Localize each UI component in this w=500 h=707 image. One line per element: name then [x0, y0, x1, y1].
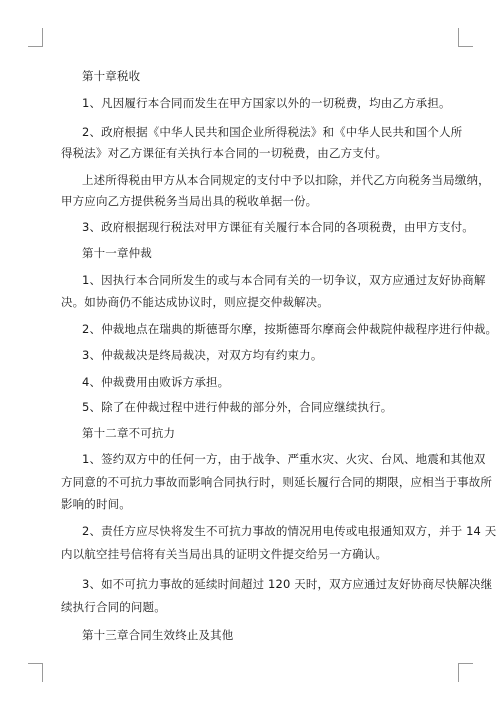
paragraph-line: 内以航空挂号信将有关当局出具的证明文件提交给另一方确认。 [61, 547, 388, 561]
paragraph-line: 甲方应向乙方提供税务当局出具的税收单据一份。 [61, 194, 318, 208]
paragraph-line: 1、因执行本合同所发生的或与本合同有关的一切争议，双方应通过友好协商解 [82, 273, 486, 287]
paragraph-line: 2、责任方应尽快将发生不可抗力事故的情况用电传或电报通知双方，并于 14 天 [82, 524, 497, 538]
paragraph-line: 续执行合同的问题。 [61, 600, 166, 614]
paragraph-line: 4、仲裁费用由败诉方承担。 [82, 375, 230, 389]
paragraph-line: 方同意的不可抗力事故而影响合同执行时，则延长履行合同的期限，应相当于事故所 [61, 475, 493, 489]
chapter-13-heading: 第十三章合同生效终止及其他 [82, 628, 234, 642]
paragraph-line: 2、政府根据《中华人民共和国企业所得税法》和《中华人民共和国个人所 [82, 125, 463, 139]
paragraph-line: 1、签约双方中的任何一方，由于战争、严重水灾、火灾、台风、地震和其他双 [82, 452, 486, 466]
paragraph-line: 3、仲裁裁决是终局裁决，对双方均有约束力。 [82, 348, 323, 362]
paragraph-line: 得税法》对乙方课征有关执行本合同的一切税费，由乙方支付。 [61, 146, 388, 160]
paragraph-line: 影响的时间。 [61, 497, 131, 511]
paragraph-line: 2、仲裁地点在瑞典的斯德哥尔摩，按斯德哥尔摩商会仲裁院仲裁程序进行仲裁。 [82, 322, 498, 336]
paragraph-line: 3、政府根据现行税法对甲方课征有关履行本合同的各项税费，由甲方支付。 [82, 220, 474, 234]
chapter-11-heading: 第十一章仲裁 [82, 246, 152, 260]
paragraph-line: 3、如不可抗力事故的延续时间超过 120 天时，双方应通过友好协商尽快解决继 [82, 577, 493, 591]
chapter-12-heading: 第十二章不可抗力 [82, 426, 176, 440]
chapter-10-heading: 第十章税收 [82, 69, 141, 83]
paragraph-line: 1、凡因履行本合同而发生在甲方国家以外的一切税费，均由乙方承担。 [82, 96, 451, 110]
paragraph-line: 上述所得税由甲方从本合同规定的支付中予以扣除，并代乙方向税务当局缴纳， [82, 173, 490, 187]
paragraph-line: 5、除了在仲裁过程中进行仲裁的部分外，合同应继续执行。 [82, 400, 393, 414]
paragraph-line: 决。如协商仍不能达成协议时，则应提交仲裁解决。 [61, 295, 329, 309]
